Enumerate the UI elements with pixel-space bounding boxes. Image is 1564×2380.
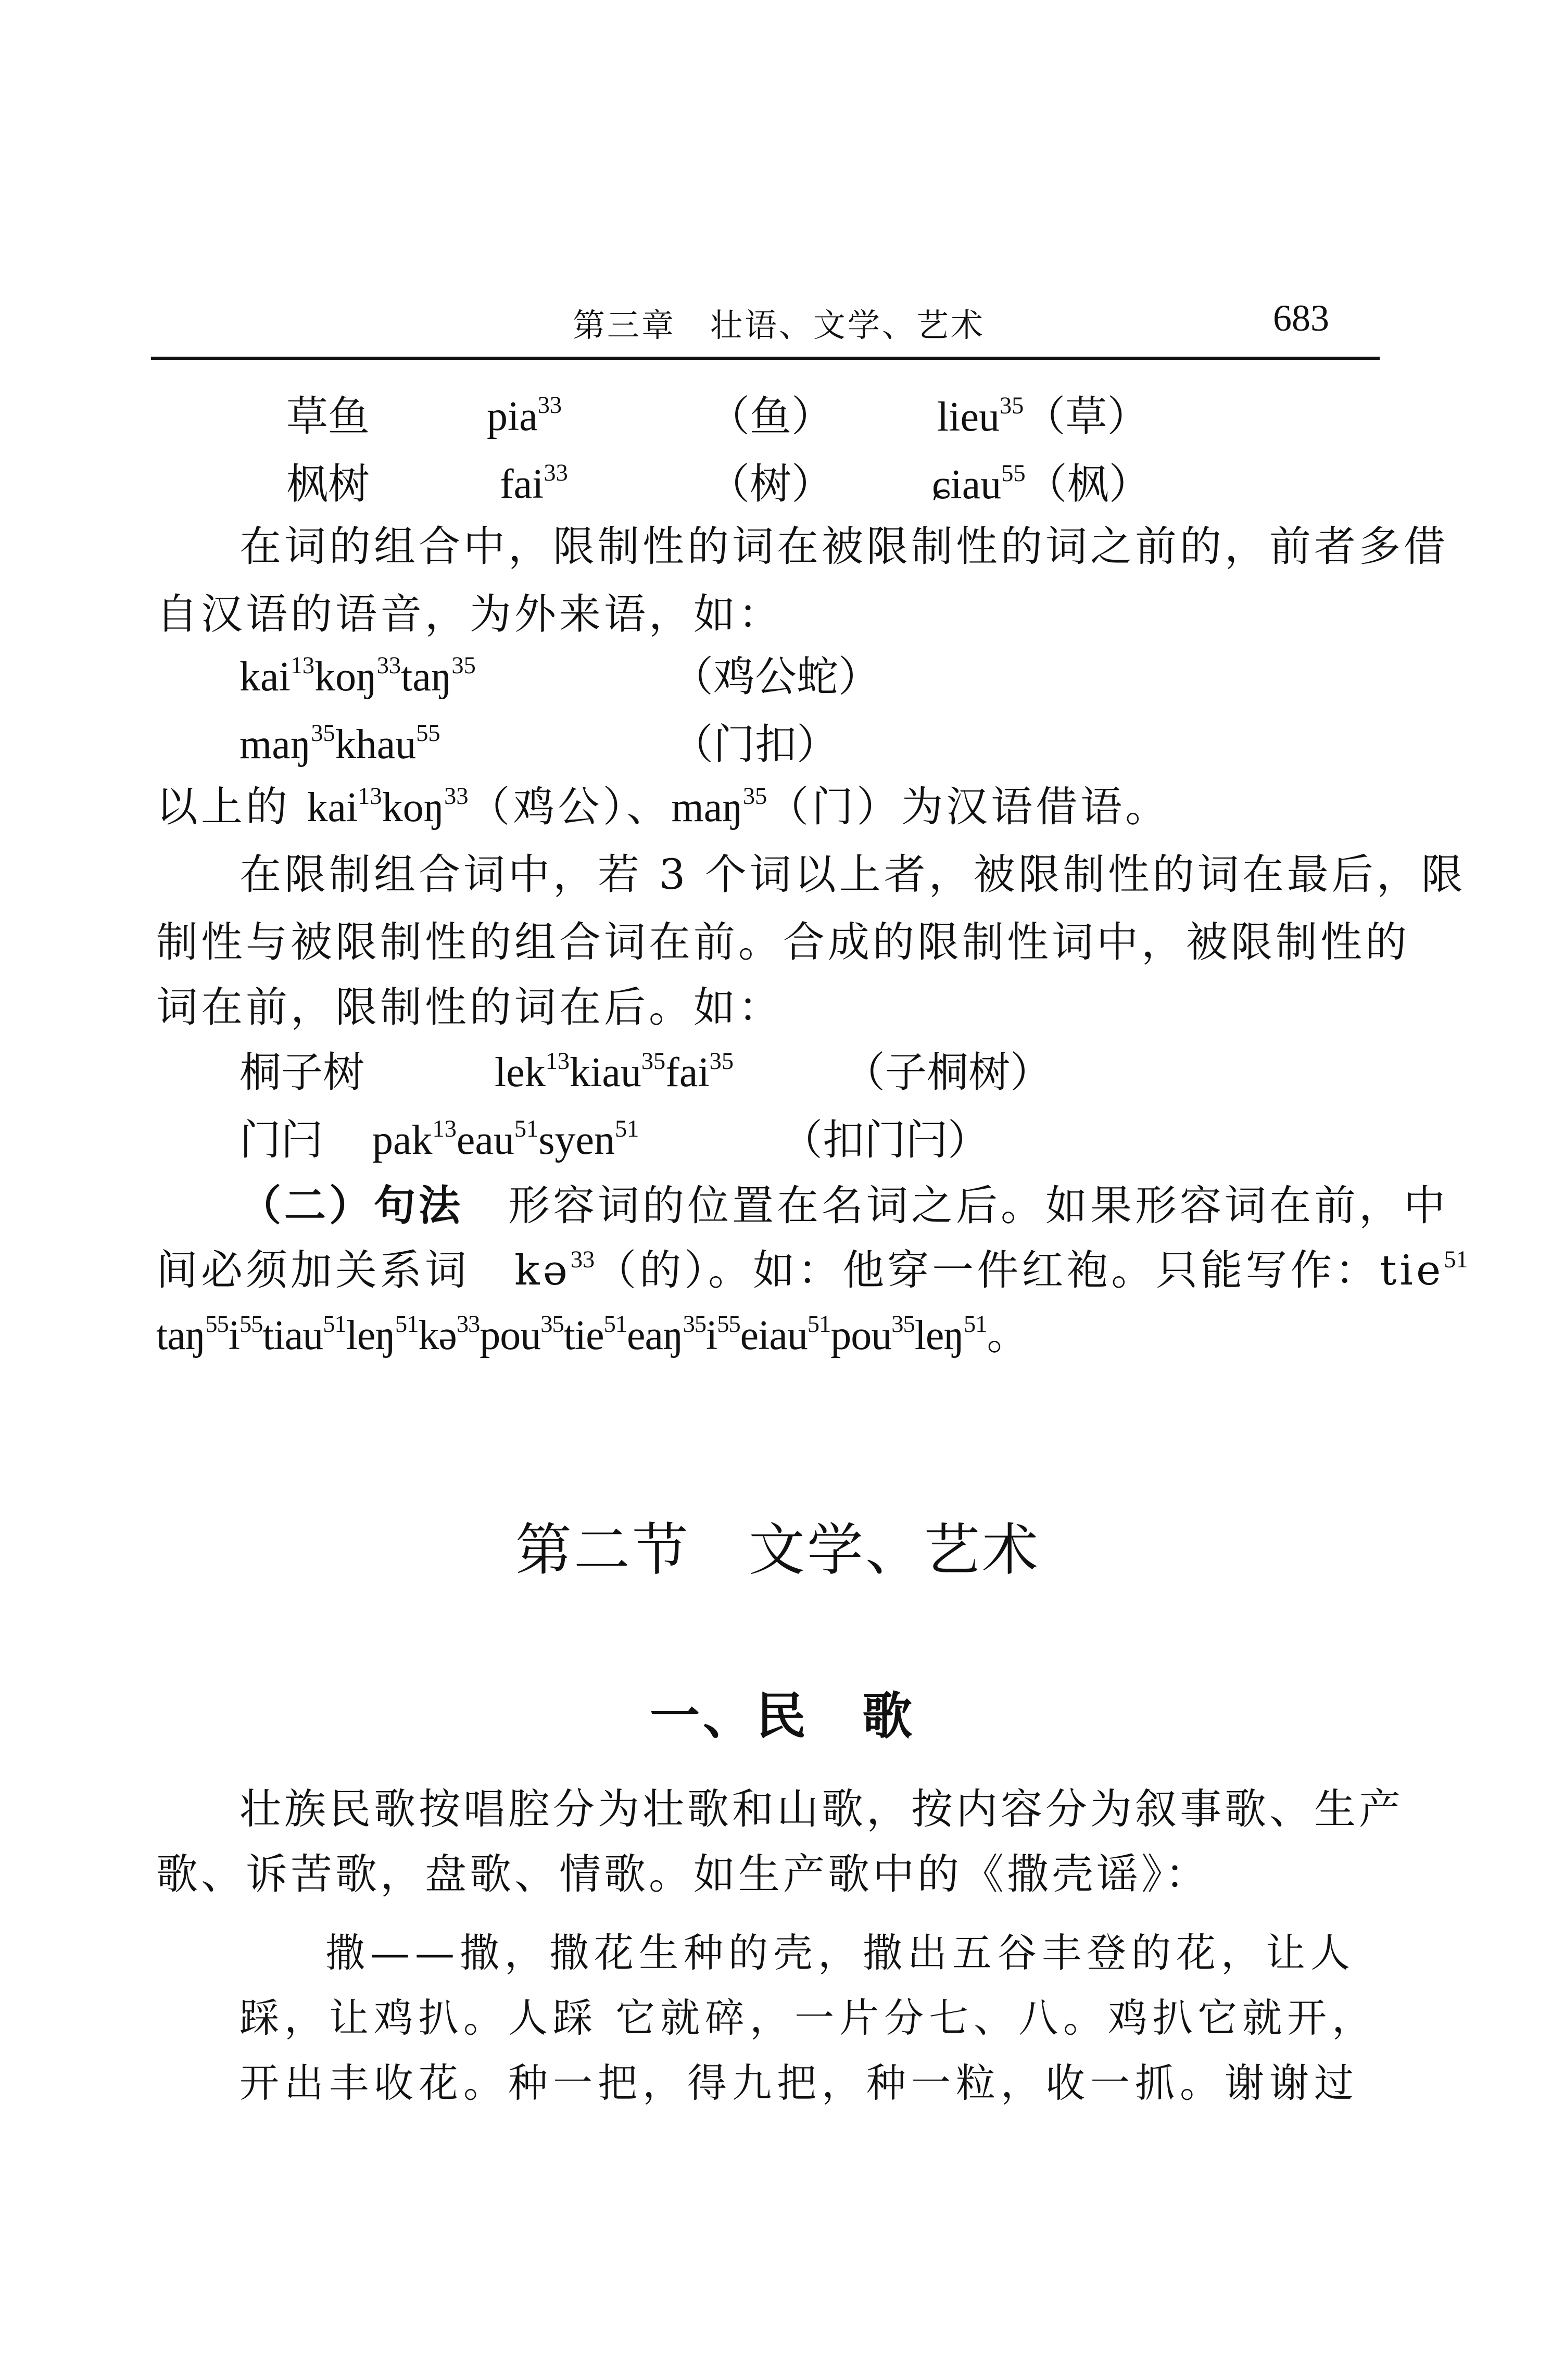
example-zhuang: kai$^{13}$koŋ$^{33}$taŋ$^{35}$ [239,652,476,700]
paragraph-line: 词在前，限制性的词在后。如： [156,983,783,1031]
vocab-morpheme: lieu$^{35}$（草） [937,392,1149,440]
vocab-morpheme: ɕiau$^{55}$（枫） [932,460,1151,508]
vocab-zhuang: pia$^{33}$ [487,392,562,439]
vocab-word: 门闩 [239,1116,323,1164]
loanword-note: 以上的 kai$^{13}$koŋ$^{33}$（鸡公）、maŋ$^{35}$（门）为汉语借语。 [156,783,1170,831]
paragraph-line: 歌、诉苦歌，盘歌、情歌。如生产歌中的《撒壳谣》： [156,1850,1210,1898]
example-zhuang: maŋ$^{35}$khau$^{55}$ [239,720,440,767]
syntax-line: （二）句法 形容词的位置在名词之后。如果形容词在前，中 [239,1181,1448,1230]
vocab-word: 桐子树 [239,1048,364,1097]
example-gloss: （鸡公蛇） [672,652,880,701]
subsection-title: 一、民 歌 [650,1686,915,1745]
vocab-gloss: （鱼） [708,392,833,440]
syntax-line: 间必须加关系词 kə$^{33}$（的）。如：他穿一件红袍。只能写作：tie$^{51}$ [156,1246,1468,1294]
vocab-zhuang: fai$^{33}$ [500,459,568,507]
song-line: 踩，让鸡扒。人踩 它就碎，一片分七、八。鸡扒它就开， [239,1995,1377,2041]
vocab-gloss: （扣门闩） [781,1116,989,1164]
syntax-label: （二）句法 [239,1181,463,1230]
section-title: 第二节 文学、艺术 [515,1518,1041,1583]
vocab-gloss: （树） [708,460,833,508]
syntax-transcription: $taŋ^{55}i^{55}tiau^{51}leŋ^{51}kə^{33}pou^{35}tie^{51}eaŋ^{35}i^{55}eiau^{51}pou^{35}leŋ^{51}$。 [156,1311,1028,1358]
vocab-word: 草鱼 [286,392,370,440]
vocab-zhuang: lek$^{13}$kiau$^{35}$fai$^{35}$ [495,1048,734,1095]
vocab-word: 枫树 [286,460,370,508]
vocab-gloss: （子桐树） [843,1048,1052,1097]
example-gloss: （门扣） [672,720,838,769]
song-line: 开出丰收花。种一把，得九把，种一粒，收一抓。谢谢过 [239,2060,1359,2106]
vocab-zhuang: pak$^{13}$eau$^{51}$syen$^{51}$ [372,1115,639,1163]
page-number: 683 [1273,297,1329,339]
paragraph-line: 壮族民歌按唱腔分为壮歌和山歌，按内容分为叙事歌、生产 [239,1785,1404,1833]
paragraph-line: 在限制组合词中，若 3 个词以上者，被限制性的词在最后，限 [239,850,1466,899]
paragraph-line: 制性与被限制性的组合词在前。合成的限制性词中，被限制性的 [156,918,1410,966]
paragraph-line: 自汉语的语音，为外来语，如： [156,590,783,638]
header-rule [151,357,1380,360]
song-line: 撒——撒，撒花生种的壳，撒出五谷丰登的花，让人 [325,1930,1355,1976]
running-header-title: 第三章 壮语、文学、艺术 [573,306,986,344]
paragraph-line: 在词的组合中，限制性的词在被限制性的词之前的，前者多借 [239,522,1448,571]
